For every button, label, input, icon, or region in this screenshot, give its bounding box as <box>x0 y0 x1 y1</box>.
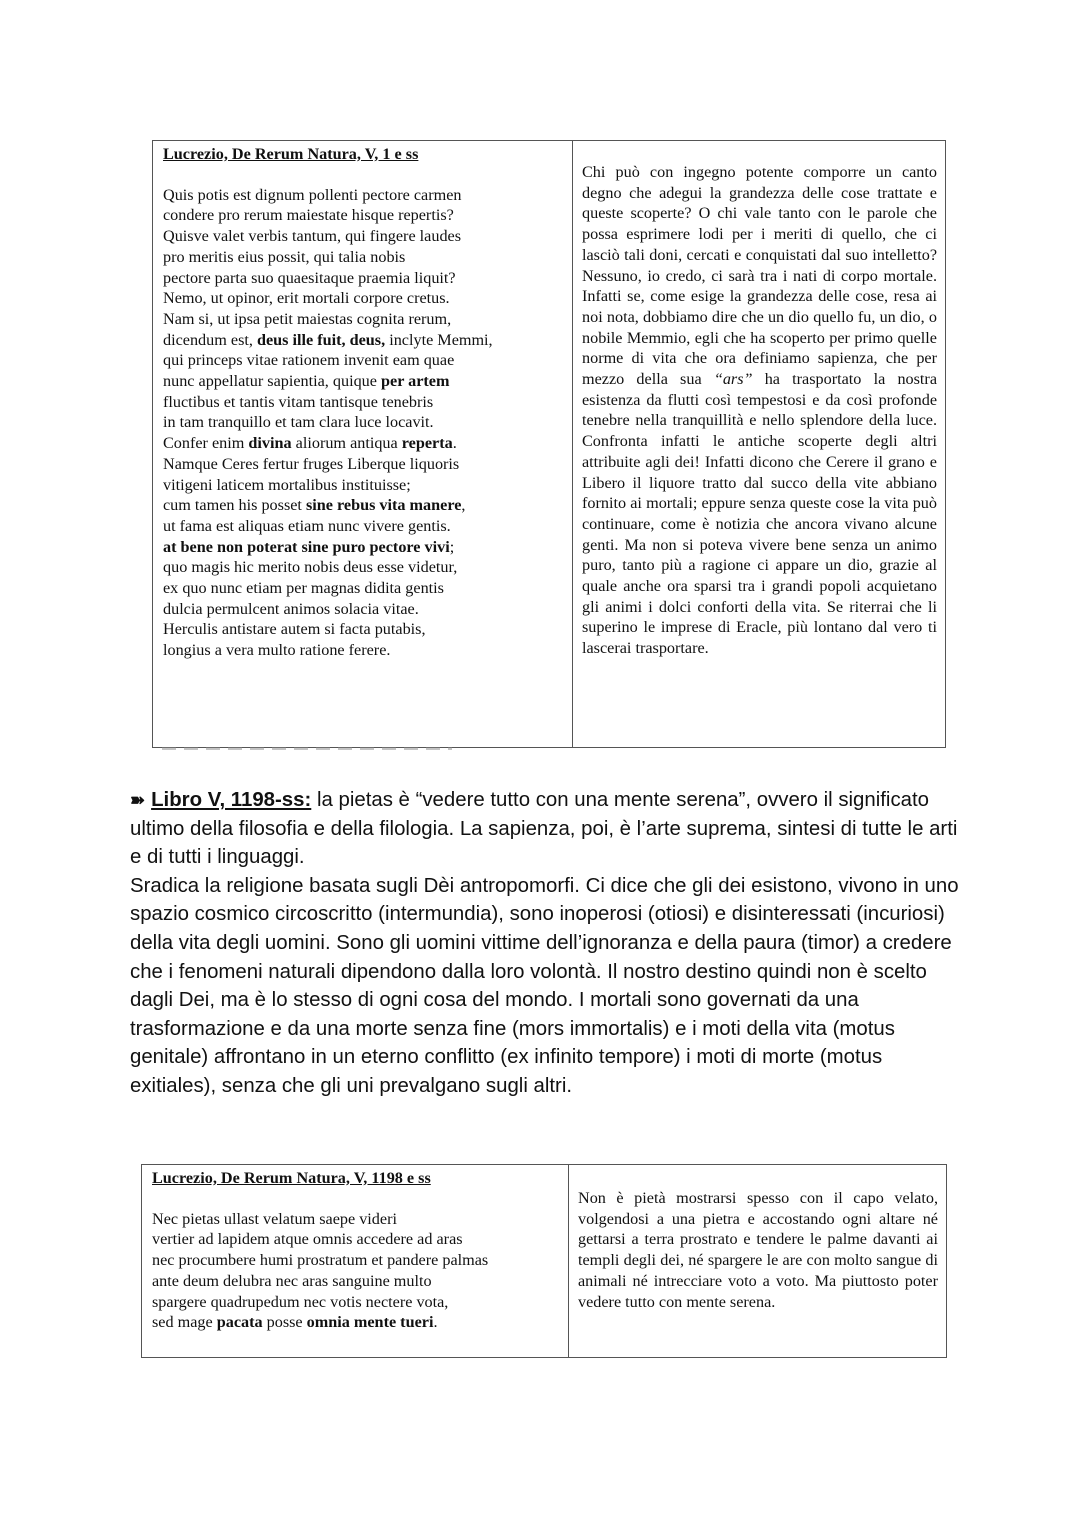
commentary-paragraph-1 <box>130 786 970 872</box>
verse-text: Herculis antistare autem si facta putabis, <box>163 620 426 639</box>
verse-line <box>152 1250 568 1271</box>
verse-text: in tam tranquillo et tam clara luce locavit. <box>163 413 434 432</box>
verse-text: pectore parta suo quaesitaque praemia liquit? <box>163 268 456 287</box>
verse-text: nec procumbere humi prostratum et pandere palmas <box>152 1251 489 1270</box>
verse-line <box>163 537 572 558</box>
verse-line <box>163 288 572 309</box>
verse-line <box>152 1229 568 1250</box>
translation-text: Chi può con ingegno potente comporre un canto degno che adegui la grandezza delle cose trattate e queste scoperte? O chi vale tanto con le parole che possa esprimere lodi per i meriti di quello, che ci lasciò tali doni, cercati e conquistati dal suo intelletto? Nessuno, io credo, ci sarà tra i nati di corpo mortale. Infatti se, come esige la grandezza delle cose, resa ai noi nota, dobbiamo dire che un dio quello fu, un dio, o nobile Memmio, egli che ha scoperto per primo quelle norme di vita che ora definiamo sapienza, che per mezzo della sua <box>582 163 937 389</box>
verse-line <box>163 433 572 454</box>
bold-phrase: divina <box>248 434 292 453</box>
bold-phrase: reperta <box>401 434 453 453</box>
verse-line <box>163 309 572 330</box>
verse-text: Nec pietas ullast velatum saepe videri <box>152 1209 397 1228</box>
verse-line <box>152 1312 568 1333</box>
verse-text: qui princeps vitae rationem invenit eam quae <box>163 351 455 370</box>
verse-text: vitigeni laticem mortalibus instituisse; <box>163 475 411 494</box>
italian-translation <box>582 162 937 659</box>
verse-line <box>163 557 572 578</box>
verse-line <box>163 392 572 413</box>
table-title: Lucrezio, De Rerum Natura, V, 1 e ss <box>163 145 419 163</box>
verse-line <box>163 350 572 371</box>
verse-text: condere pro rerum maiestate hisque repertis? <box>163 206 454 225</box>
verse-line <box>163 475 572 496</box>
verse-line <box>163 516 572 537</box>
verse-text: . <box>452 434 457 453</box>
verse-text: . <box>433 1313 438 1332</box>
italic-term: “ars” <box>713 370 753 389</box>
verse-text: fluctibus et tantis vitam tantisque tenebris <box>163 392 434 411</box>
bold-phrase: at bene non poterat sine puro pectore vivi <box>163 537 450 556</box>
bold-phrase: sine rebus vita manere <box>305 496 462 515</box>
verse-line <box>163 495 572 516</box>
verse-text: spargere quadrupedum nec votis nectere vota, <box>152 1292 449 1311</box>
latin-text-cell <box>152 141 572 747</box>
commentary-text <box>130 786 970 1101</box>
latin-verses <box>163 185 572 661</box>
translation-text: ha trasportato la nostra esistenza da flutti così tempestosi e da così profonde tenebre nella tranquillità e nello splendore della luce. Confronta infatti le antiche scoperte degli altri attribuite agli dei! Infatti dicono che Cerere il grano e Libero il liquore tratto dal succo della vite abbiano fornito ai mortali; eppure senza queste cose la vita può continuare, come è notizia che ancora vivano alcune genti. Ma non si poteva vivere bene senza un animo puro, tanto più a ragione ci appare un dio, grazie al quale anche ora sparsi tra i grandi popoli acquietano gli animi i dolci conforti della vita. Se riterrai che li superino le imprese di Eracle, più lontano dal vero ti lascerai trasportare. <box>582 370 937 658</box>
verse-line <box>163 185 572 206</box>
bold-phrase: deus ille fuit, deus, <box>256 330 386 349</box>
latin-text-cell <box>141 1165 568 1357</box>
verse-line <box>152 1292 568 1313</box>
translation-text: Non è pietà mostrarsi spesso con il capo velato, volgendosi a una pietra e accostando ogni altare né gettarsi a terra prostrato e tendere le palme davanti ai templi degli dei, né spargere le are con molto sangue di animali né intrecciare voto a voto. Ma piuttosto poter vedere tutto con mente serena. <box>578 1189 938 1311</box>
bold-phrase: omnia mente tueri <box>306 1313 434 1332</box>
verse-line <box>163 578 572 599</box>
verse-text: ante deum delubra nec aras sanguine multo <box>152 1271 432 1290</box>
verse-line <box>163 330 572 351</box>
verse-text: Nemo, ut opinor, erit mortali corpore cretus. <box>163 289 450 308</box>
verse-text: posse <box>262 1313 307 1332</box>
verse-text: ; <box>449 537 455 556</box>
verse-text: Namque Ceres fertur fruges Liberque liquoris <box>163 454 460 473</box>
verse-text: sed mage <box>152 1313 217 1332</box>
verse-line <box>163 226 572 247</box>
verse-text: dulcia permulcent animos solacia vitae. <box>163 599 419 618</box>
verse-text: Quisve valet verbis tantum, qui fingere laudes <box>163 227 462 246</box>
verse-text: ut fama est aliquas etiam nunc vivere gentis. <box>163 516 451 535</box>
verse-text: cum tamen his posset <box>163 496 306 515</box>
text-table-de-rerum-natura-v-1198 <box>141 1164 947 1358</box>
verse-text: nunc appellatur sapientia, quique <box>163 372 382 391</box>
verse-text: aliorum antiqua <box>291 434 402 453</box>
verse-line <box>163 454 572 475</box>
verse-line <box>163 268 572 289</box>
section-reference: Libro V, 1198-ss: <box>151 789 312 811</box>
translation-cell <box>572 141 946 747</box>
verse-line <box>163 412 572 433</box>
verse-line <box>163 619 572 640</box>
verse-text: inclyte Memmi, <box>385 330 493 349</box>
translation-cell <box>568 1165 947 1357</box>
verse-line <box>152 1209 568 1230</box>
verse-line <box>163 640 572 661</box>
commentary-paragraph-2: Sradica la religione basata sugli Dèi antropomorfi. Ci dice che gli dei esistono, vivono in uno spazio cosmico circoscritto (intermundia), sono inoperosi (otiosi) e disinteressati (incuriosi) della vita degli uomini. Sono gli uomini vittime dell’ignoranza e della paura (timor) a credere che i fenomeni naturali dipendono dalla loro volontà. Il nostro destino quindi non è scelto dagli Dei, ma è lo stesso di ogni cosa del mondo. I mortali sono governati da una trasformazione e da una morte senza fine (mors immortalis) e i moti della vita (motus genitale) affrontano in un eterno conflitto (ex infinito tempore) i moti di morte (motus exitiales), senza che gli uni prevalgano sugli altri. <box>130 874 959 1097</box>
verse-line <box>163 247 572 268</box>
verse-text: vertier ad lapidem atque omnis accedere ad aras <box>152 1230 463 1249</box>
text-table-de-rerum-natura-v-1 <box>152 140 946 748</box>
verse-line <box>152 1271 568 1292</box>
arrow-bullet-icon: ➽ <box>130 790 146 810</box>
bold-phrase: per artem <box>381 372 450 391</box>
verse-text: longius a vera multo ratione ferere. <box>163 641 391 660</box>
verse-line <box>163 599 572 620</box>
verse-line <box>163 205 572 226</box>
table-title: Lucrezio, De Rerum Natura, V, 1198 e ss <box>152 1169 431 1187</box>
verse-text: quo magis hic merito nobis deus esse videtur, <box>163 558 458 577</box>
latin-verses <box>152 1209 568 1333</box>
verse-text: Quis potis est dignum pollenti pectore carmen <box>163 185 462 204</box>
verse-text: pro meritis eius possit, qui talia nobis <box>163 247 406 266</box>
verse-line <box>163 371 572 392</box>
paragraph-1-text: la pietas è “vedere tutto con una mente serena”, ovvero il significato ultimo della filosofia e della filologia. La sapienza, poi, è l’arte suprema, sintesi di tutte le arti e di tutti i linguaggi. <box>130 789 958 869</box>
verse-text: Nam si, ut ipsa petit maiestas cognita rerum, <box>163 309 452 328</box>
verse-text: , <box>461 496 466 515</box>
cut-off-next-table-title <box>162 747 452 750</box>
bold-phrase: pacata <box>216 1313 263 1332</box>
verse-text: Confer enim <box>163 434 249 453</box>
verse-text: ex quo nunc etiam per magnas didita gentis <box>163 579 444 598</box>
italian-translation <box>578 1188 938 1312</box>
verse-text: dicendum est, <box>163 330 257 349</box>
